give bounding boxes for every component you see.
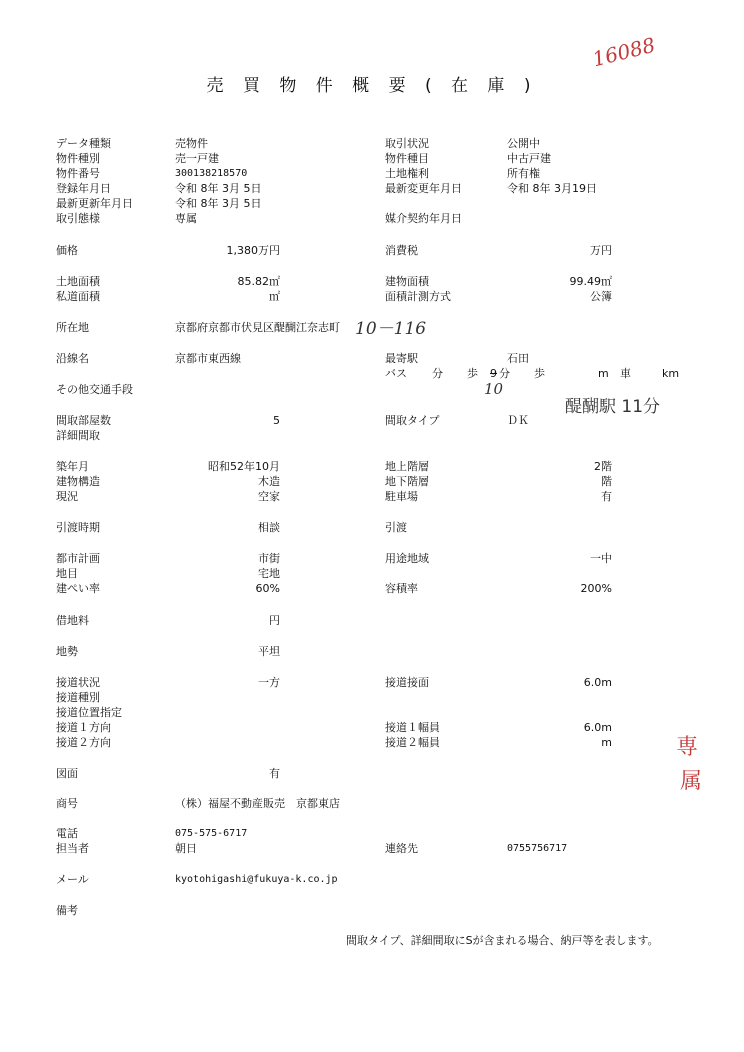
label-use-zone: 用途地域: [385, 552, 429, 565]
label-city-planning: 都市計画: [56, 552, 100, 565]
footnote: 間取タイプ、詳細間取にSが含まれる場合、納戸等を表します。: [346, 934, 659, 947]
label-latest-change-date: 最新変更年月日: [385, 182, 462, 195]
value-use-zone: 一中: [590, 552, 612, 565]
value-handover-time: 相談: [258, 521, 280, 534]
value-latest-update-date: 令和 8年 3月 5日: [175, 197, 262, 210]
label-road-frontage: 接道接面: [385, 676, 429, 689]
car-label: 車: [620, 367, 631, 380]
label-current-state: 現況: [56, 490, 78, 503]
value-line-name: 京都市東西線: [175, 352, 241, 365]
value-road-frontage: 6.0m: [583, 676, 612, 689]
label-layout-type: 間取タイプ: [385, 414, 440, 427]
label-property-kind: 物件種別: [56, 152, 100, 165]
walk-label-2: 歩: [534, 367, 545, 380]
value-trade-name: （株）福屋不動産販売 京都東店: [175, 797, 340, 810]
value-private-road-area: ㎡: [269, 290, 280, 303]
label-trade-name: 商号: [56, 797, 78, 810]
value-location: 京都府京都市伏見区醍醐江奈志町: [175, 321, 340, 334]
label-built-year: 築年月: [56, 460, 89, 473]
value-road-status: 一方: [258, 676, 280, 689]
label-handover: 引渡: [385, 521, 407, 534]
label-road1-width: 接道１幅員: [385, 721, 440, 734]
label-data-type: データ種類: [56, 137, 111, 150]
km-unit: km: [662, 367, 680, 380]
value-phone: 075-575-6717: [175, 828, 248, 839]
label-layout-detail: 詳細間取: [56, 429, 100, 442]
value-coverage-ratio: 60%: [255, 582, 280, 595]
label-floor-area-ratio: 容積率: [385, 582, 418, 595]
label-road2-width: 接道２幅員: [385, 736, 440, 749]
label-person-in-charge: 担当者: [56, 842, 89, 855]
label-consumption-tax: 消費税: [385, 244, 418, 257]
handwritten-side-note-2: 属: [680, 769, 703, 794]
value-city-planning: 市街: [258, 552, 280, 565]
label-building-area: 建物面積: [385, 275, 429, 288]
label-road-position: 接道位置指定: [56, 706, 122, 719]
value-transaction-mode: 専属: [175, 212, 197, 225]
value-floor-area-ratio: 200%: [580, 582, 612, 595]
handwritten-walk-minutes: 10: [484, 380, 504, 398]
label-email: メール: [56, 873, 89, 886]
value-layout-type: ＤＫ: [507, 414, 529, 427]
label-land-category: 地目: [56, 567, 78, 580]
value-transaction-status: 公開中: [507, 137, 540, 150]
value-drawing: 有: [269, 767, 280, 780]
label-floors-below: 地下階層: [385, 475, 429, 488]
label-floors-above: 地上階層: [385, 460, 429, 473]
label-property-item: 物件種目: [385, 152, 429, 165]
value-structure: 木造: [258, 475, 280, 488]
label-remarks: 備考: [56, 904, 78, 917]
label-registered-date: 登録年月日: [56, 182, 111, 195]
label-contact: 連絡先: [385, 842, 418, 855]
handwritten-number: 16088: [590, 32, 658, 72]
value-floors-below: 階: [601, 475, 612, 488]
label-nearest-station: 最寄駅: [385, 352, 418, 365]
value-built-year: 昭和52年10月: [208, 460, 280, 473]
walk-minutes-unit: 分: [499, 367, 510, 380]
label-room-count: 間取部屋数: [56, 414, 111, 427]
handwritten-address-suffix: 10－116: [355, 319, 427, 339]
value-person-in-charge: 朝日: [175, 842, 197, 855]
label-brokerage-contract-date: 媒介契約年月日: [385, 212, 462, 225]
label-road-type: 接道種別: [56, 691, 100, 704]
value-land-category: 宅地: [258, 567, 280, 580]
label-latest-update-date: 最新更新年月日: [56, 197, 133, 210]
label-property-number: 物件番号: [56, 167, 100, 180]
label-drawing: 図面: [56, 767, 78, 780]
bus-label: バス: [385, 367, 407, 380]
handwritten-station-note: 醍醐駅 11分: [565, 397, 661, 417]
value-registered-date: 令和 8年 3月 5日: [175, 182, 262, 195]
label-terrain: 地勢: [56, 645, 78, 658]
label-land-rent: 借地料: [56, 614, 89, 627]
label-structure: 建物構造: [56, 475, 100, 488]
value-property-item: 中古戸建: [507, 152, 551, 165]
value-price: 1,380万円: [226, 244, 280, 257]
label-parking: 駐車場: [385, 490, 418, 503]
value-contact: 0755756717: [507, 843, 568, 854]
value-parking: 有: [601, 490, 612, 503]
label-land-right: 土地権利: [385, 167, 429, 180]
label-transaction-status: 取引状況: [385, 137, 429, 150]
value-building-area: 99.49㎡: [569, 275, 612, 288]
value-terrain: 平坦: [258, 645, 280, 658]
label-other-transport: その他交通手段: [56, 383, 133, 396]
label-line-name: 沿線名: [56, 352, 89, 365]
label-location: 所在地: [56, 321, 89, 334]
page-title: 売 買 物 件 概 要 ( 在 庫 ): [206, 76, 538, 96]
value-land-area: 85.82㎡: [237, 275, 280, 288]
value-latest-change-date: 令和 8年 3月19日: [507, 182, 597, 195]
value-floors-above: 2階: [594, 460, 612, 473]
value-road1-width: 6.0m: [583, 721, 612, 734]
bus-walk-label: 歩: [467, 367, 478, 380]
label-coverage-ratio: 建ぺい率: [56, 582, 100, 595]
value-data-type: 売物件: [175, 137, 208, 150]
walk-minutes-struck: 9: [490, 367, 497, 380]
value-email: kyotohigashi@fukuya-k.co.jp: [175, 874, 338, 885]
value-consumption-tax: 万円: [590, 244, 612, 257]
value-property-kind: 売一戸建: [175, 152, 219, 165]
value-room-count: 5: [273, 414, 280, 427]
label-road1-direction: 接道１方向: [56, 721, 111, 734]
handwritten-side-note-1: 専: [676, 735, 699, 760]
label-transaction-mode: 取引態様: [56, 212, 100, 225]
label-private-road-area: 私道面積: [56, 290, 100, 303]
label-phone: 電話: [56, 827, 78, 840]
value-nearest-station: 石田: [507, 352, 529, 365]
bus-minutes-unit: 分: [432, 367, 443, 380]
value-land-right: 所有権: [507, 167, 540, 180]
label-handover-time: 引渡時期: [56, 521, 100, 534]
value-area-measure-method: 公簿: [590, 290, 612, 303]
label-area-measure-method: 面積計測方式: [385, 290, 451, 303]
label-road-status: 接道状況: [56, 676, 100, 689]
label-price: 価格: [56, 244, 78, 257]
value-current-state: 空家: [258, 490, 280, 503]
value-road2-width: m: [601, 736, 612, 749]
distance-unit: m: [598, 367, 609, 380]
value-property-number: 300138218570: [175, 168, 248, 179]
label-land-area: 土地面積: [56, 275, 100, 288]
label-road2-direction: 接道２方向: [56, 736, 111, 749]
value-land-rent: 円: [269, 614, 280, 627]
